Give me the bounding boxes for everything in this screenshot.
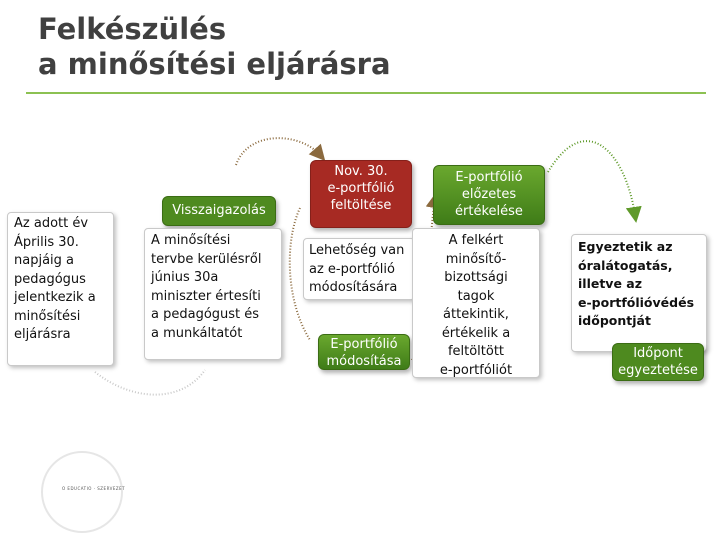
step2-text: A minősítési tervbe kerülésről június 30a miniszter értesíti a pedagógust és a munkáltatót <box>151 233 262 341</box>
curved-arrow-icon <box>548 141 635 215</box>
step2-card <box>144 228 282 360</box>
title-line-1: Felkészülés <box>38 12 227 46</box>
step3-card <box>303 238 415 300</box>
curved-arrow-icon <box>236 138 320 165</box>
step5-badge: Időpont egyeztetése <box>612 343 704 381</box>
step2-label: Visszaigazolás <box>162 196 276 226</box>
curved-arrow-icon <box>95 370 205 395</box>
logo-icon <box>42 452 122 532</box>
step4-label: E-portfólió előzetes értékelése <box>433 165 545 225</box>
step5-text: Egyeztetik az óralátogatás, illetve az e-portfólióvédés időpontját <box>578 239 695 328</box>
logo-icon: O EDUCATIO · SZERVEZET <box>62 486 126 491</box>
step4-card <box>412 228 540 378</box>
step3-label: Nov. 30. e-portfólió feltöltése <box>310 160 412 228</box>
step4-text: A felkért minősítő- bizottsági tagok áttekintik, értékelik a feltöltött e-portfóliót <box>439 233 513 378</box>
step5-card <box>571 234 707 352</box>
step3-badge: E-portfólió módosítása <box>318 334 410 370</box>
step1-text: Az adott év Április 30. napjáig a pedagógus jelentkezik a minősítési eljárásra <box>14 216 96 342</box>
title-line-2: a minősítési eljárásra <box>38 47 391 81</box>
step1-card <box>7 212 114 366</box>
step3-text: Lehetőség van az e-portfólió módosítására <box>309 243 405 295</box>
